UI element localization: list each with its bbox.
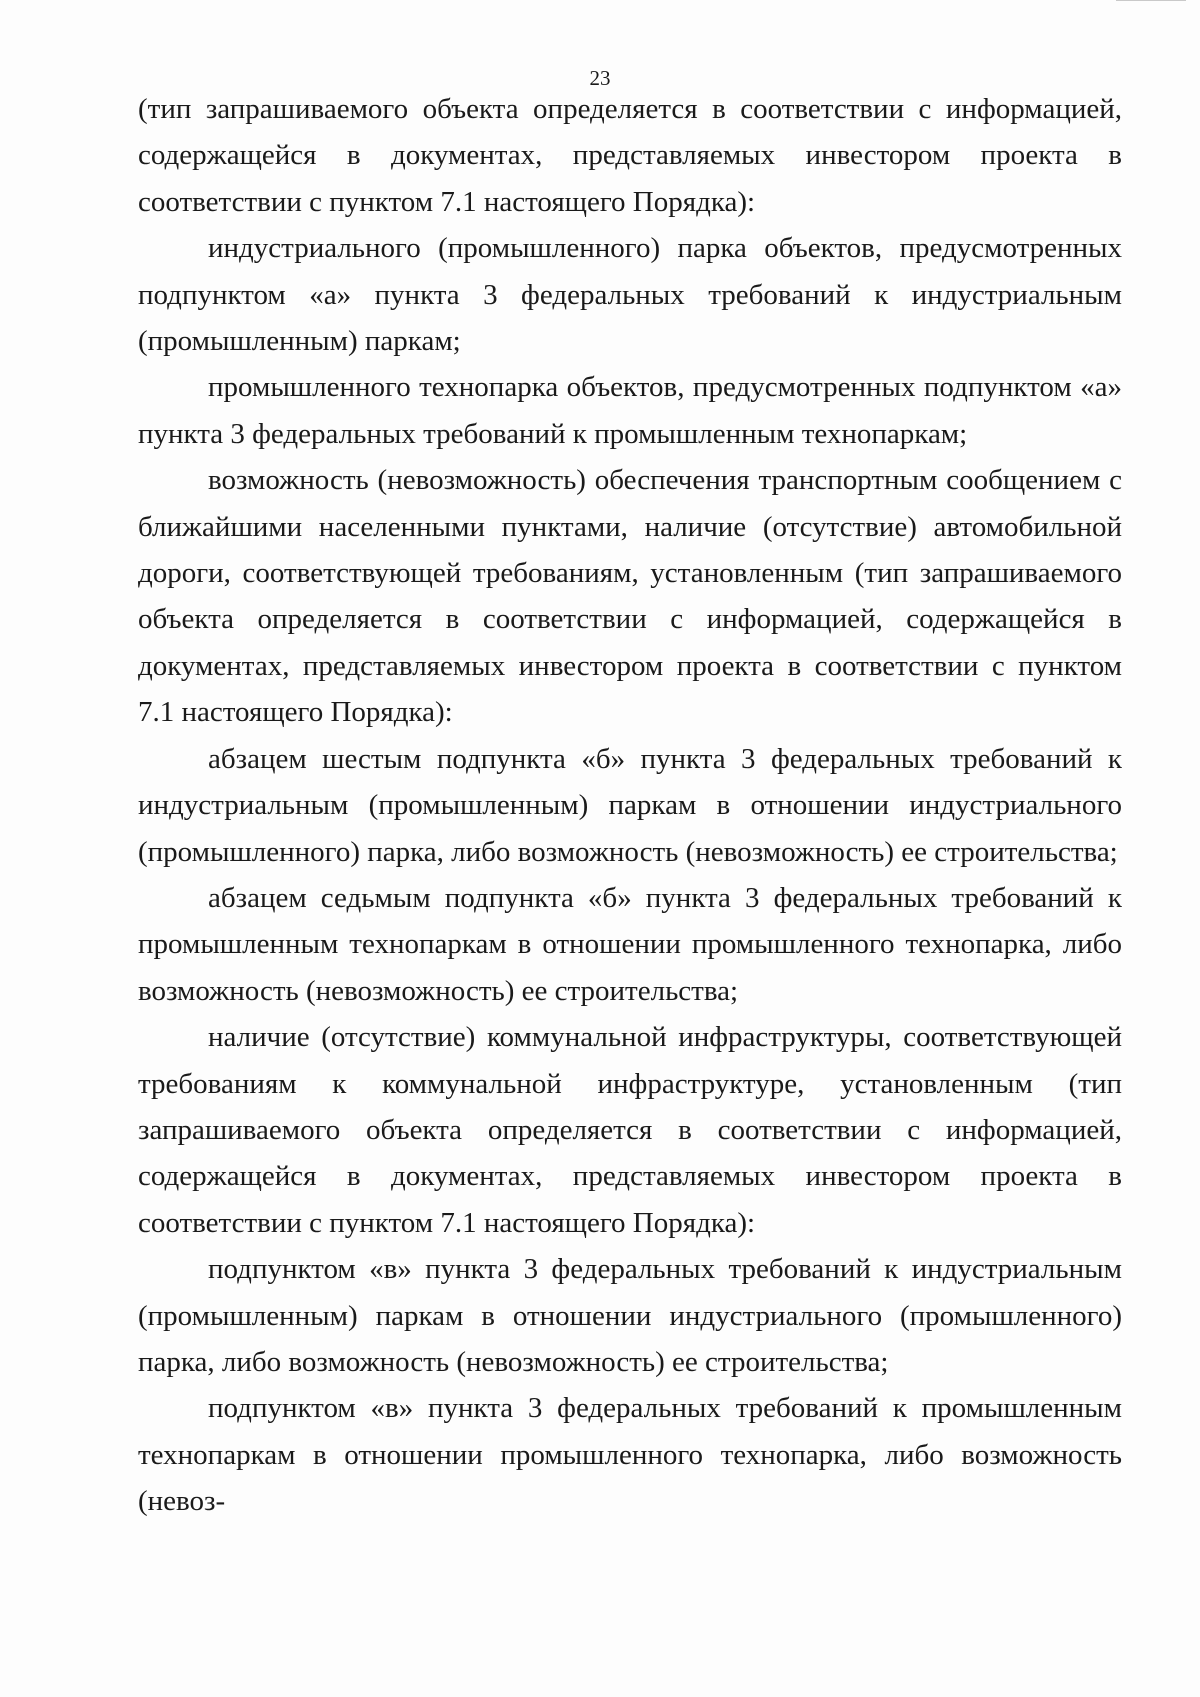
document-body [138,86,1122,1525]
paragraph: (тип запрашиваемого объекта определяется в соответствии с информацией, содержащейся в документах, представляемых инвестором проекта в соответствии с пунктом 7.1 настоящего Порядка): [138,93,1122,218]
page-number: 23 [589,66,611,90]
paragraph: подпунктом «в» пункта 3 федеральных требований к промышленным технопаркам в отношении промышленного технопарка, либо возможность (невоз- [138,1392,1122,1518]
paragraph: абзацем седьмым подпункта «б» пункта 3 федеральных требований к промышленным технопаркам в отношении промышленного технопарка, либо возможность (невозможность) ее строительства; [138,881,1122,1007]
paragraph: наличие (отсутствие) коммунальной инфраструктуры, соответствующей требованиям к коммунальной инфраструктуре, установленным (тип запрашиваемого объекта определяется в соответствии с информацией, содержащейся в документах, представляемых инвестором проекта в соответствии с пунктом 7.1 настоящего Порядка): [138,1021,1122,1239]
paragraph: абзацем шестым подпункта «б» пункта 3 федеральных требований к индустриальным (промышленным) паркам в отношении индустриального (промышленного) парка, либо возможность (невозможность) ее строительства; [138,742,1122,868]
scan-edge-mark [1116,0,1186,4]
paragraph: подпунктом «в» пункта 3 федеральных требований к индустриальным (промышленным) паркам в отношении индустриального (промышленного) парка, либо возможность (невозможность) ее строительства; [138,1253,1122,1378]
paragraph: возможность (невозможность) обеспечения транспортным сообщением с ближайшими населенными пунктами, наличие (отсутствие) автомобильной дороги, соответствующей требованиям, установленным (тип запрашиваемого объекта определяется в соответствии с информацией, содержащейся в документах, представляемых инвестором проекта в соответствии с пунктом 7.1 настоящего Порядка): [138,464,1122,729]
paragraph: промышленного технопарка объектов, предусмотренных подпунктом «а» пункта 3 федеральных требований к промышленным технопаркам; [138,371,1122,450]
paragraph: индустриального (промышленного) парка объектов, предусмотренных подпунктом «а» пункта 3 федеральных требований к индустриальным (промышленным) паркам; [138,232,1122,358]
